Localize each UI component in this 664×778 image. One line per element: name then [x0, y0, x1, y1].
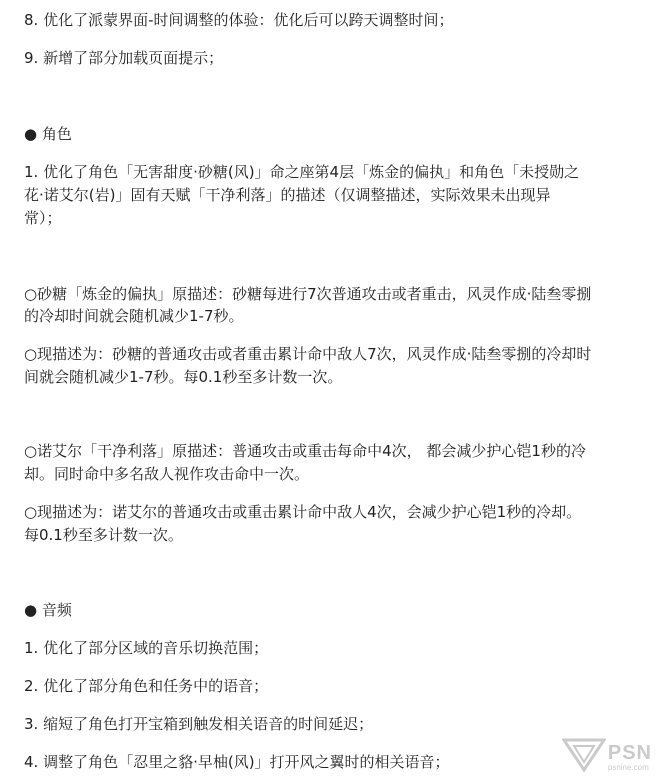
watermark-brand: PSN	[607, 742, 652, 764]
noelle-old-description-line-1: ○诺艾尔「干净利落」原描述：普通攻击或重击每命中4次， 都会减少护心铠1秒的冷	[24, 442, 586, 460]
sucrose-old-description-line-2: 的冷却时间就会随机减少1-7秒。	[24, 307, 244, 325]
audio-note-1: 1. 优化了部分区域的音乐切换范围；	[24, 639, 269, 657]
noelle-old-description-line-2: 却。同时命中多名敌人视作攻击命中一次。	[24, 465, 310, 483]
section-heading-audio: ● 音频	[24, 601, 72, 619]
sucrose-new-description-line-2: 间就会随机减少1-7秒。每0.1秒至多计数一次。	[24, 368, 343, 386]
ui-note-9: 9. 新增了部分加载页面提示；	[24, 49, 224, 67]
sucrose-old-description-line-1: ○砂糖「炼金的偏执」原描述：砂糖每进行7次普通攻击或者重击，风灵作成·陆叁零捌	[24, 285, 592, 303]
watermark-text	[608, 743, 652, 772]
noelle-new-description-line-1: ○现描述为：诺艾尔的普通攻击或重击累计命中敌人4次，会减少护心铠1秒的冷却。	[24, 503, 582, 521]
character-note-1-line-2: 花·诺艾尔(岩)」固有天赋「干净利落」的描述（仅调整描述，实际效果未出现异	[24, 186, 551, 204]
watermark-sub: psnine.com	[607, 763, 649, 772]
sucrose-new-description-line-1: ○现描述为：砂糖的普通攻击或者重击累计命中敌人7次，风灵作成·陆叁零捌的冷却时	[24, 345, 592, 363]
ui-note-8: 8. 优化了派蒙界面-时间调整的体验：优化后可以跨天调整时间；	[24, 11, 454, 29]
audio-note-3: 3. 缩短了角色打开宝箱到触发相关语音的时间延迟；	[24, 715, 374, 733]
audio-note-2: 2. 优化了部分角色和任务中的语音；	[24, 677, 269, 695]
character-note-1-line-1: 1. 优化了角色「无害甜度·砂糖(风)」命之座第4层「炼金的偏执」和角色「未授勋之	[24, 163, 580, 181]
audio-note-4: 4. 调整了角色「忍里之貉·早柚(风)」打开风之翼时的相关语音；	[24, 753, 450, 771]
character-note-1-line-3: 常）；	[24, 209, 62, 227]
section-heading-characters: ● 角色	[24, 125, 72, 143]
psn-watermark	[562, 738, 652, 772]
noelle-new-description-line-2: 每0.1秒至多计数一次。	[24, 526, 183, 544]
triangle-logo-icon	[562, 738, 606, 772]
